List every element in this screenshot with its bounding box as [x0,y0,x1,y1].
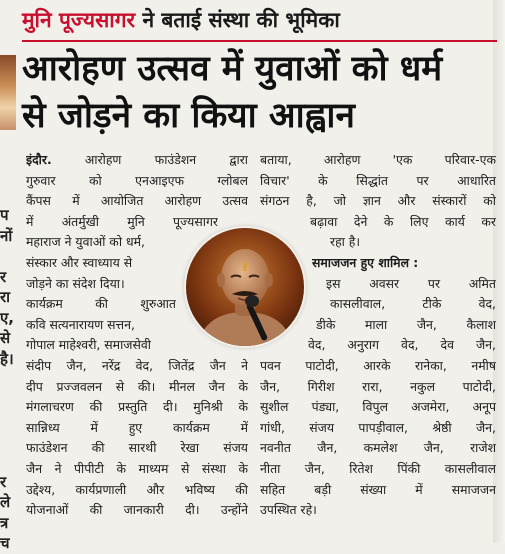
edge-fragment: रा [0,288,11,306]
column-line: विचार' के सिद्धांत पर आधारित [260,172,496,188]
column-line: गांधी, संजय पापड़ीवाल, श्रेष्ठी जैन, [260,419,496,435]
edge-fragment: है। [0,349,14,368]
edge-fragment [0,410,16,431]
column-line: गुरुवार को एनआइएफ ग्लोबल [26,172,248,188]
column-line: संदीप जैन, नरेंद्र वेद, जितेंद्र जैन ने [26,357,248,373]
column-line: जोड़ने का संदेश दिया। [26,275,125,291]
column-line: गोपाल माहेश्वरी, समाजसेवी [26,337,151,353]
column-line: कार्यक्रम की शुरुआत [26,296,176,312]
edge-fragment [0,431,16,452]
edge-fragment: च [0,534,10,552]
headline-line-2: से जोड़ने का किया आह्वान [22,96,355,136]
column-line: बताया, आरोहण 'एक परिवार-एक [260,152,496,167]
column-line: में अंतर्मुखी मुनि पूज्यसागर [26,213,218,229]
column-line: जैन ने पीपीटी के माध्यम से संस्था के [26,460,248,476]
column-line: पवन पाटोदी, आरके रानेका, नमीष [260,357,496,373]
column-line: दीप प्रज्जवलन से की। मीनल जैन के [26,378,248,394]
column-line: महाराज ने युवाओं को धर्म, [26,234,145,250]
column-line: सहित बड़ी संख्या में समाजजन [260,481,496,497]
edge-fragment: नों [0,226,13,245]
column-line: कवि सत्यनारायण सत्तन, [26,316,135,332]
column-line: सुशील पंड्या, विपुल अजमेरा, अनूप [260,399,496,415]
column-line: उपस्थित रहे। [260,502,317,518]
column-line [26,150,248,171]
column-line: उद्देश्य, कार्यप्रणाली और भविष्य की [26,481,248,497]
portrait-image [186,228,304,346]
column-line: वेद, अनुराग वेद, देव जैन, [308,337,496,353]
dateline-text: आरोहण फाउंडेशन द्वारा [51,152,248,167]
column-line: कासलीवाल, टीके वेद, [330,296,496,312]
column-line: डीके माला जैन, कैलाश [316,316,496,332]
neighbour-photo-fragment [0,55,16,130]
edge-fragment: प [0,206,9,224]
edge-fragment: ए, [0,308,14,327]
kicker-rule [22,40,497,42]
column-line: संस्कार और स्वाध्याय से [26,254,133,270]
headline [22,46,492,140]
column-line: संगठन है, जो ज्ञान और संस्कारों को [260,193,496,209]
edge-fragment [0,246,16,267]
column-line: फाउंडेशन की सारथी रेखा संजय [26,440,248,456]
column-line: योजनाओं की जानकारी दी। उन्होंने [26,502,248,518]
kicker [22,6,492,34]
column-line: बढ़ावा देने के लिए कार्य कर [310,213,496,229]
edge-fragment [0,369,16,390]
neighbour-text-fragment [0,205,16,554]
column-line: नवनीत जैन, कमलेश जैन, राजेश [260,440,496,456]
column-line: इस अवसर पर अमित [326,275,496,291]
edge-fragment: र [0,267,7,286]
article-column-right [260,150,496,521]
edge-fragment: से [0,329,11,347]
column-line: मंगलाचरण की प्रस्तुति दी। मुनिश्री के [26,399,248,415]
monk-portrait-photo [186,228,304,346]
kicker-text: ने बताई संस्था की भूमिका [135,8,340,32]
edge-fragment: ले [0,493,11,511]
headline-line-1: आरोहण उत्सव में युवाओं को धर्म [22,49,443,89]
dateline: इंदौर. [26,152,52,167]
column-line: सान्निध्य में हुए कार्यक्रम में [26,419,248,435]
edge-fragment: र [0,472,7,491]
column-line: नीता जैन, रितेश पिंकी कासलीवाल [260,460,496,476]
column-line: रहा है। [330,234,361,250]
edge-fragment: त्र [0,513,9,532]
edge-fragment [0,451,16,472]
subhead: समाजजन हुए शामिल : [312,254,419,270]
column-line: कैंपस में आयोजित आरोहण उत्सव [26,193,248,209]
column-line: जैन, गिरीश रारा, नकुल पाटोदी, [260,378,496,394]
edge-fragment [0,390,16,411]
kicker-highlight: मुनि पूज्यसागर [22,8,136,32]
